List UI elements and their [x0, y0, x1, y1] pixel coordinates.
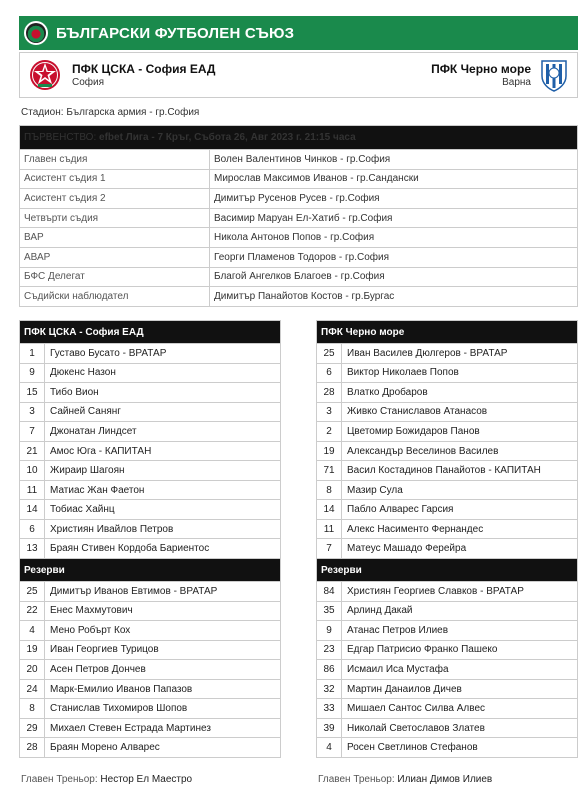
player-name: Мартин Данаилов Дичев [342, 679, 578, 699]
away-player-row [317, 519, 578, 539]
home-player-row [20, 621, 281, 641]
away-reserves [317, 582, 578, 758]
official-name: Благой Ангелков Благоев - гр.София [210, 267, 578, 287]
player-number: 11 [317, 519, 342, 539]
official-role: Асистент съдия 1 [20, 169, 210, 189]
away-team [431, 58, 569, 92]
away-player-row [317, 601, 578, 621]
player-number: 21 [20, 441, 45, 461]
home-player-row [20, 601, 281, 621]
away-team-name: ПФК Черно море [431, 62, 531, 76]
player-name: Асен Петров Дончев [45, 660, 281, 680]
player-name: Браян Стивен Кордоба Бариентос [45, 539, 281, 559]
home-player-row [20, 738, 281, 758]
home-reserves [20, 582, 281, 758]
player-number: 7 [20, 422, 45, 442]
away-player-row [317, 539, 578, 559]
player-name: Васил Костадинов Панайотов - КАПИТАН [342, 461, 578, 481]
player-number: 32 [317, 679, 342, 699]
player-name: Густаво Бусато - ВРАТАР [45, 344, 281, 364]
home-player-row [20, 480, 281, 500]
home-player-row [20, 500, 281, 520]
bfu-logo-icon [24, 21, 48, 45]
competition-value: efbet Лига - 7 Кръг, Събота 26, Авг 2023 г. 21:15 часа [99, 132, 356, 143]
player-number: 4 [317, 738, 342, 758]
home-coach-label: Главен Треньор: [21, 774, 98, 785]
player-number: 22 [20, 601, 45, 621]
away-lineup-header: ПФК Черно море [317, 321, 578, 344]
away-coach-label: Главен Треньор: [318, 774, 395, 785]
match-info-row [20, 126, 578, 150]
player-name: Тобиас Хайнц [45, 500, 281, 520]
player-number: 86 [317, 660, 342, 680]
home-starters [20, 344, 281, 559]
home-lineup-header: ПФК ЦСКА - София ЕАД [20, 321, 281, 344]
away-player-row [317, 344, 578, 364]
player-number: 15 [20, 383, 45, 403]
player-number: 24 [20, 679, 45, 699]
player-name: Мишаел Сантос Силва Алвес [342, 699, 578, 719]
player-name: Атанас Петров Илиев [342, 621, 578, 641]
official-name: Васимир Маруан Ел-Хатиб - гр.София [210, 208, 578, 228]
home-player-row [20, 402, 281, 422]
player-number: 29 [20, 718, 45, 738]
official-role: Асистент съдия 2 [20, 189, 210, 209]
player-name: Живко Станиславов Атанасов [342, 402, 578, 422]
player-name: Станислав Тихомиров Шопов [45, 699, 281, 719]
home-team [28, 58, 215, 92]
player-number: 1 [20, 344, 45, 364]
home-player-row [20, 519, 281, 539]
official-name: Мирослав Максимов Иванов - гр.Сандански [210, 169, 578, 189]
player-number: 28 [20, 738, 45, 758]
player-name: Марк-Емилио Иванов Папазов [45, 679, 281, 699]
player-number: 84 [317, 582, 342, 602]
official-name: Георги Пламенов Тодоров - гр.София [210, 247, 578, 267]
home-team-city: София [72, 77, 105, 88]
home-player-row [20, 422, 281, 442]
player-number: 13 [20, 539, 45, 559]
home-player-row [20, 344, 281, 364]
official-name: Волен Валентинов Чинков - гр.София [210, 150, 578, 170]
player-name: Александър Веселинов Василев [342, 441, 578, 461]
player-name: Енес Махмутович [45, 601, 281, 621]
player-number: 4 [20, 621, 45, 641]
match-header [19, 52, 578, 98]
away-player-row [317, 500, 578, 520]
away-player-row [317, 461, 578, 481]
player-number: 19 [317, 441, 342, 461]
player-number: 11 [20, 480, 45, 500]
federation-banner [19, 16, 578, 50]
player-name: Иван Василев Дюлгеров - ВРАТАР [342, 344, 578, 364]
player-number: 3 [317, 402, 342, 422]
player-number: 10 [20, 461, 45, 481]
home-player-row [20, 699, 281, 719]
player-name: Алекс Насименто Фернандес [342, 519, 578, 539]
away-player-row [317, 363, 578, 383]
away-player-row [317, 621, 578, 641]
player-number: 6 [20, 519, 45, 539]
official-row [20, 247, 578, 267]
away-player-row [317, 422, 578, 442]
official-row [20, 150, 578, 170]
away-player-row [317, 480, 578, 500]
player-name: Едгар Патрисио Франко Пашеко [342, 640, 578, 660]
player-number: 6 [317, 363, 342, 383]
home-player-row [20, 461, 281, 481]
player-name: Сайней Санянг [45, 402, 281, 422]
home-player-row [20, 640, 281, 660]
home-lineup [19, 320, 281, 758]
player-number: 9 [20, 363, 45, 383]
chernomore-crest-icon [539, 58, 569, 92]
player-number: 9 [317, 621, 342, 641]
official-row [20, 228, 578, 248]
player-number: 14 [20, 500, 45, 520]
home-player-row [20, 660, 281, 680]
player-name: Виктор Николаев Попов [342, 363, 578, 383]
player-number: 25 [317, 344, 342, 364]
player-name: Християн Георгиев Славков - ВРАТАР [342, 582, 578, 602]
player-name: Цветомир Божидаров Панов [342, 422, 578, 442]
player-name: Тибо Вион [45, 383, 281, 403]
official-role: АВАР [20, 247, 210, 267]
player-number: 71 [317, 461, 342, 481]
away-player-row [317, 383, 578, 403]
home-player-row [20, 383, 281, 403]
player-name: Християн Ивайлов Петров [45, 519, 281, 539]
player-number: 28 [317, 383, 342, 403]
player-number: 33 [317, 699, 342, 719]
player-number: 39 [317, 718, 342, 738]
official-name: Димитър Панайотов Костов - гр.Бургас [210, 287, 578, 307]
away-coach [318, 774, 492, 785]
official-role: Четвърти съдия [20, 208, 210, 228]
player-name: Арлинд Дакай [342, 601, 578, 621]
official-row [20, 189, 578, 209]
player-name: Жираир Шагоян [45, 461, 281, 481]
away-lineup [316, 320, 578, 758]
player-name: Влатко Дробаров [342, 383, 578, 403]
stadium-line [21, 107, 199, 118]
away-coach-name: Илиан Димов Илиев [397, 774, 493, 785]
away-player-row [317, 640, 578, 660]
away-reserves-header: Резерви [317, 559, 578, 582]
officials-list [20, 150, 578, 307]
away-player-row [317, 679, 578, 699]
player-name: Браян Морено Алварес [45, 738, 281, 758]
player-number: 8 [317, 480, 342, 500]
away-starters [317, 344, 578, 559]
official-name: Никола Антонов Попов - гр.София [210, 228, 578, 248]
player-name: Джонатан Линдсет [45, 422, 281, 442]
player-number: 7 [317, 539, 342, 559]
competition-label: ПЪРВЕНСТВО: [24, 132, 97, 143]
official-role: ВАР [20, 228, 210, 248]
player-number: 19 [20, 640, 45, 660]
official-row [20, 169, 578, 189]
away-player-row [317, 699, 578, 719]
home-player-row [20, 539, 281, 559]
official-row [20, 267, 578, 287]
player-number: 3 [20, 402, 45, 422]
home-coach-name: Нестор Ел Маестро [100, 774, 193, 785]
home-player-row [20, 363, 281, 383]
official-role: БФС Делегат [20, 267, 210, 287]
away-player-row [317, 718, 578, 738]
official-name: Димитър Русенов Русев - гр.София [210, 189, 578, 209]
official-row [20, 208, 578, 228]
player-number: 35 [317, 601, 342, 621]
player-name: Матеус Машадо Ферейра [342, 539, 578, 559]
player-number: 2 [317, 422, 342, 442]
home-player-row [20, 718, 281, 738]
player-number: 14 [317, 500, 342, 520]
away-player-row [317, 582, 578, 602]
home-player-row [20, 679, 281, 699]
player-name: Росен Светлинов Стефанов [342, 738, 578, 758]
player-name: Иван Георгиев Турицов [45, 640, 281, 660]
away-player-row [317, 441, 578, 461]
player-name: Исмаил Иса Мустафа [342, 660, 578, 680]
player-name: Пабло Алварес Гарсия [342, 500, 578, 520]
player-number: 20 [20, 660, 45, 680]
home-player-row [20, 582, 281, 602]
away-player-row [317, 660, 578, 680]
away-team-city: Варна [502, 77, 531, 88]
official-role: Главен съдия [20, 150, 210, 170]
home-coach [21, 774, 192, 785]
home-team-name: ПФК ЦСКА - София ЕАД [72, 62, 216, 76]
away-player-row [317, 738, 578, 758]
player-name: Матиас Жан Фаетон [45, 480, 281, 500]
stadium-value: Българска армия - гр.София [66, 107, 200, 118]
player-number: 23 [317, 640, 342, 660]
home-reserves-header: Резерви [20, 559, 281, 582]
player-name: Мено Робърт Кох [45, 621, 281, 641]
away-player-row [317, 402, 578, 422]
official-row [20, 287, 578, 307]
cska-crest-icon [28, 58, 62, 92]
stadium-label: Стадион: [21, 107, 64, 118]
player-name: Амос Юга - КАПИТАН [45, 441, 281, 461]
player-name: Дюкенс Назон [45, 363, 281, 383]
player-name: Димитър Иванов Евтимов - ВРАТАР [45, 582, 281, 602]
player-name: Мазир Сула [342, 480, 578, 500]
officials-table [19, 125, 578, 307]
player-name: Михаел Стевен Естрада Мартинез [45, 718, 281, 738]
player-name: Николай Светославов Златев [342, 718, 578, 738]
home-player-row [20, 441, 281, 461]
federation-title: БЪЛГАРСКИ ФУТБОЛЕН СЪЮЗ [56, 24, 295, 42]
official-role: Съдийски наблюдател [20, 287, 210, 307]
player-number: 25 [20, 582, 45, 602]
player-number: 8 [20, 699, 45, 719]
